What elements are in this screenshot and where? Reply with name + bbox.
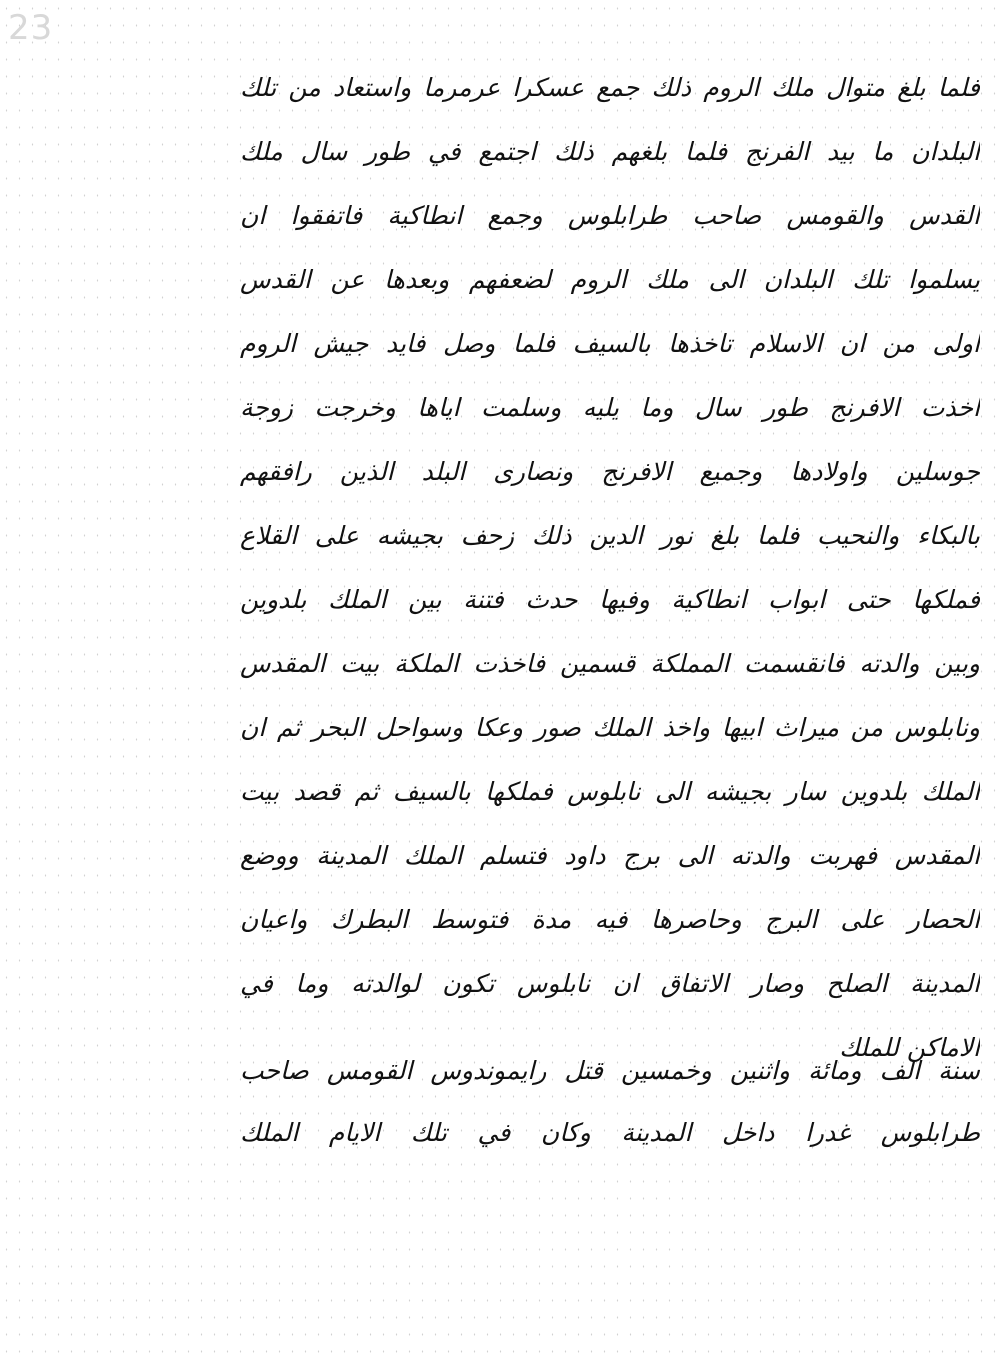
folio-number: 23 bbox=[8, 8, 54, 48]
text-line: جوسلين واولادها وجميع الافرنج ونصارى البلد الذين رافقهم bbox=[240, 457, 980, 486]
text-line: القدس والقومس صاحب طرابلوس وجمع انطاكية فاتفقوا ان bbox=[240, 201, 980, 230]
manuscript-text-block-2 bbox=[240, 1040, 980, 1164]
text-line: المدينة الصلح وصار الاتفاق ان نابلوس تكون لوالدته وما في bbox=[240, 969, 980, 998]
text-line: الحصار على البرج وحاصرها فيه مدة فتوسط البطرك واعيان bbox=[240, 905, 980, 934]
text-line: سنة الف ومائة واثنين وخمسين قتل رايموندوس القومس صاحب bbox=[240, 1056, 980, 1085]
text-line: وبين والدته فانقسمت المملكة قسمين فاخذت الملكة بيت المقدس bbox=[240, 649, 980, 678]
manuscript-text-block bbox=[240, 56, 980, 1080]
text-line: المقدس فهربت والدته الى برج داود فتسلم الملك المدينة ووضع bbox=[240, 841, 980, 870]
text-line: يسلموا تلك البلدان الى ملك الروم لضعفهم وبعدها عن القدس bbox=[240, 265, 980, 294]
text-line: فلما بلغ متوال ملك الروم ذلك جمع عسكرا عرمرما واستعاد من تلك bbox=[240, 73, 980, 102]
text-line: ونابلوس من ميراث ابيها واخذ الملك صور وعكا وسواحل البحر ثم ان bbox=[240, 713, 980, 742]
text-line: فملكها حتى ابواب انطاكية وفيها حدث فتنة بين الملك بلدوين bbox=[240, 585, 980, 614]
text-line: الملك بلدوين سار بجيشه الى نابلوس فملكها بالسيف ثم قصد بيت bbox=[240, 777, 980, 806]
text-line: البلدان ما بيد الفرنج فلما بلغهم ذلك اجتمع في طور سال ملك bbox=[240, 137, 980, 166]
text-line-short: الاماكن للملك bbox=[839, 1033, 980, 1062]
text-line: طرابلوس غدرا داخل المدينة وكان في تلك الايام الملك bbox=[240, 1118, 980, 1147]
text-line: بالبكاء والنحيب فلما بلغ نور الدين ذلك زحف بجيشه على القلاع bbox=[240, 521, 980, 550]
text-line: اولى من ان الاسلام تاخذها بالسيف فلما وصل فايد جيش الروم bbox=[240, 329, 980, 358]
text-line: اخذت الافرنج طور سال وما يليه وسلمت اياها وخرجت زوجة bbox=[240, 393, 980, 422]
